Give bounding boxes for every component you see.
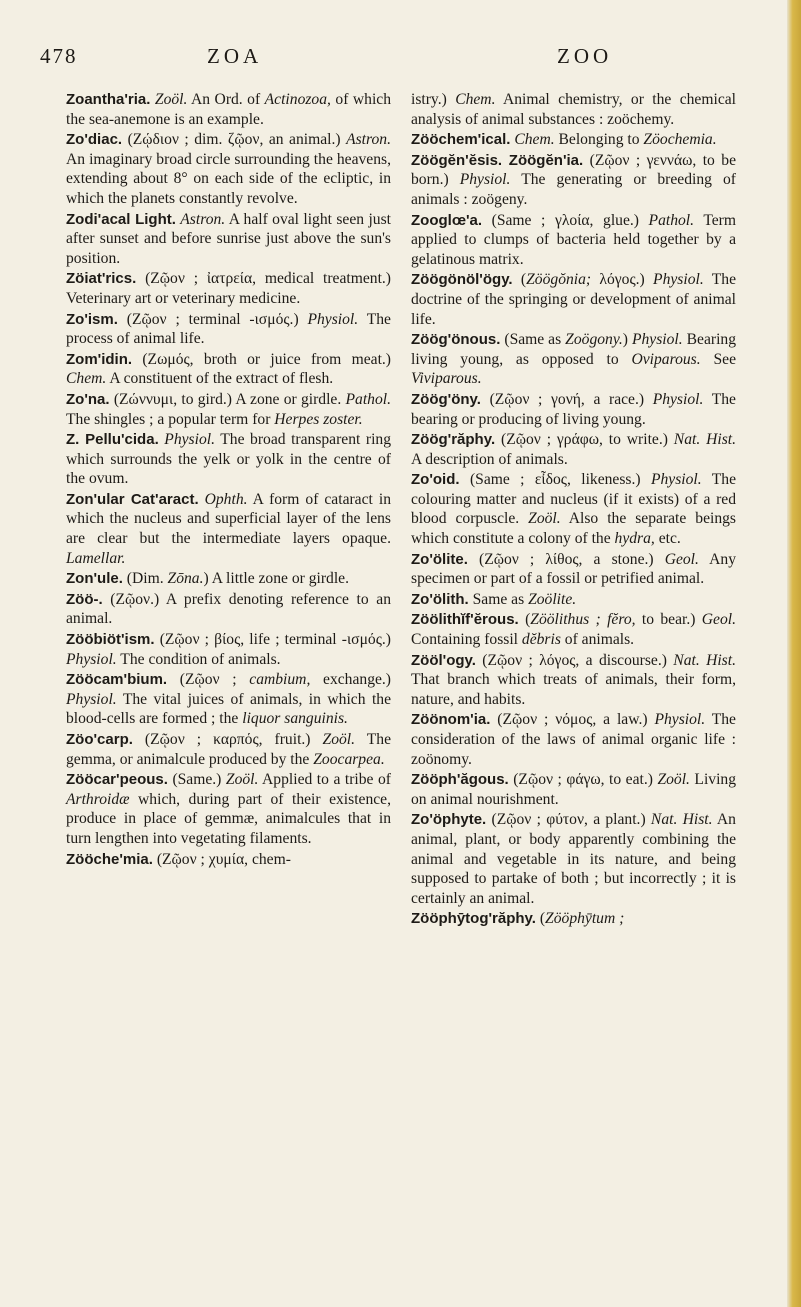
page-edge	[787, 0, 801, 1307]
entry-italic-text: Zoöl.	[154, 91, 188, 108]
entry-italic-text: Herpes zoster.	[274, 410, 363, 428]
entry-text: (Same.)	[167, 771, 226, 789]
dictionary-entry	[66, 590, 391, 629]
entry-text: A constituent of the extract of flesh.	[106, 370, 334, 388]
entry-italic-text: Chem.	[66, 370, 107, 388]
entry-italic-text: Physiol.	[459, 171, 511, 189]
entry-italic-text: cambium,	[249, 671, 311, 689]
entry-italic-text: Zoöl.	[322, 731, 356, 748]
entry-text: (	[535, 910, 546, 928]
entry-text: (Same ; γλοία, glue.)	[482, 211, 649, 229]
entry-text: (Dim.	[122, 570, 168, 588]
entry-text: The colouring matter and nucleus (if it exists) of a red blood corpuscle.	[411, 471, 736, 528]
dictionary-entry	[66, 770, 391, 848]
entry-text: Belonging to	[554, 131, 644, 149]
dictionary-entry	[66, 390, 391, 429]
entry-italic-text: Pathol.	[648, 211, 695, 229]
entry-headword: Zööbiöt'ism.	[66, 631, 155, 649]
dictionary-entry	[66, 730, 391, 769]
entry-text: (Ζῷον ; terminal -ισμός.)	[117, 310, 308, 328]
entry-italic-text: Astron.	[346, 131, 391, 149]
entry-headword: Zo'ölith.	[411, 590, 469, 608]
entry-headword: Zöo'carp.	[66, 731, 133, 748]
entry-italic-text: Physiol.	[652, 390, 704, 408]
entry-text: The condition of animals.	[116, 650, 281, 668]
dictionary-entry	[411, 470, 736, 548]
entry-headword: Zom'idin.	[66, 350, 133, 368]
dictionary-entry	[66, 430, 391, 489]
entry-text: (Ζῷον ; φύτον, a plant.)	[486, 811, 651, 829]
page-header	[40, 44, 770, 74]
dictionary-entry	[66, 130, 391, 208]
entry-italic-text: Physiol.	[653, 271, 704, 289]
entry-italic-text: Zoögony.	[565, 331, 623, 349]
dictionary-entry	[411, 130, 736, 150]
entry-headword: Zo'diac.	[66, 131, 123, 149]
entry-italic-text: Zoöl.	[657, 771, 690, 789]
entry-italic-text: Zöögŏnia;	[526, 271, 592, 289]
entry-headword: Zon'ule.	[66, 570, 123, 588]
entry-text: (Ζωμός, broth or juice from meat.)	[132, 350, 391, 368]
entry-text: (Ζῷον ; λόγος, a discourse.)	[475, 651, 674, 669]
entry-text: (Ζῷον ; γεννάω, to be born.)	[411, 151, 737, 189]
dictionary-entry	[411, 270, 736, 329]
entry-italic-text: Zōna.	[167, 570, 204, 588]
entry-text: (Ζῷον ; βίος, life ; terminal -ισμός.)	[154, 631, 391, 649]
entry-headword: Zööphȳtog'răphy.	[411, 910, 536, 928]
entry-headword: Zöö-.	[66, 590, 103, 608]
entry-headword: Zöög'önous.	[411, 331, 501, 349]
entry-italic-text: Physiol.	[307, 310, 359, 328]
dictionary-entry	[66, 269, 391, 308]
dictionary-entry	[411, 651, 736, 710]
entry-headword: Zodi'acal Light.	[66, 210, 176, 228]
dictionary-entry	[411, 330, 736, 389]
entry-headword: Zo'ism.	[66, 310, 118, 328]
entry-headword: Zööcam'bium.	[66, 671, 168, 689]
entry-italic-text: Physiol.	[164, 431, 215, 449]
entry-headword: Z. Pellu'cida.	[66, 431, 159, 449]
entry-text: (Ζῴδιον ; dim. ζῷον, an animal.)	[122, 131, 347, 149]
entry-headword: Zo'ölite.	[411, 550, 468, 568]
dictionary-entry	[66, 90, 391, 129]
entry-headword: Zo'na.	[66, 390, 110, 408]
dictionary-entry	[66, 670, 391, 729]
entry-italic-text: Zoölite.	[528, 590, 577, 608]
entry-italic-text: Chem.	[514, 131, 555, 149]
entry-italic-text: Zöölithus ; fĕro,	[530, 611, 636, 629]
entry-text: (Ζῷον ; λίθος, a stone.)	[467, 550, 665, 568]
entry-text: A description of animals.	[411, 450, 568, 468]
entry-text: Animal chemistry, or the chemical analysis of animal substances : zoöchemy.	[411, 91, 736, 128]
entry-text: The process of animal life.	[66, 310, 391, 348]
dictionary-entry	[66, 569, 391, 589]
entry-italic-text: Physiol.	[631, 331, 683, 349]
page-number: 478	[40, 44, 78, 68]
entry-text: etc.	[654, 530, 681, 548]
entry-text: (Ζῷον ; καρπός, fruit.)	[132, 731, 323, 748]
entry-headword: Zöögĕn'ĕsis. Zöögĕn'ia.	[411, 151, 584, 169]
dictionary-entry	[411, 430, 736, 469]
entry-italic-text: Lamellar.	[66, 549, 126, 567]
entry-italic-text: Zoocarpea.	[313, 750, 385, 768]
entry-headword: Zo'oid.	[411, 471, 460, 489]
entry-text: λόγος.)	[591, 271, 654, 289]
entry-headword: Zööche'mia.	[66, 850, 153, 868]
right-guide-word: ZOO	[557, 44, 613, 68]
entry-text: (Ζῷον ; ἰατρεία, medical treatment.) Veterinary art or veterinary medicine.	[66, 270, 391, 307]
entry-text: The generating or breeding of animals : zoögeny.	[411, 171, 736, 208]
entry-italic-text: Chem.	[455, 91, 496, 108]
dictionary-entry	[411, 810, 736, 908]
dictionary-entry	[66, 310, 391, 349]
entry-headword: Zööcar'peous.	[66, 771, 168, 789]
entry-text: See	[700, 350, 736, 368]
dictionary-entry	[411, 909, 736, 929]
dictionary-entry	[66, 210, 391, 269]
entry-text: Containing fossil	[411, 631, 522, 649]
entry-italic-text: Physiol.	[66, 650, 117, 668]
left-guide-word: ZOA	[207, 44, 263, 68]
entry-headword: Zöölithĭf'ĕrous.	[411, 611, 519, 629]
dictionary-entry	[411, 90, 736, 129]
entry-text: )	[622, 331, 632, 349]
entry-text: which, during part of their existence, produce in place of gemmæ, animalcules that in turn lengthen into vegetating filaments.	[66, 790, 391, 847]
entry-text: (Ζῷον ; γονή, a race.)	[480, 390, 653, 408]
dictionary-entry	[66, 490, 391, 568]
entry-italic-text: Geol.	[664, 550, 699, 568]
entry-headword: Zööph'ăgous.	[411, 771, 509, 789]
entry-italic-text: Zoöl.	[528, 510, 561, 528]
entry-text: (Ζῷον ; χυμία, chem-	[152, 850, 291, 868]
dictionary-entry	[411, 151, 736, 210]
entry-italic-text: Pathol.	[345, 390, 391, 408]
entry-text: An animal, plant, or body apparently combining the animal and vegetable in its nature, and being supposed to partake of both ; but incorrectly ; it is certainly an animal.	[411, 811, 736, 907]
entry-text: Also the separate beings which constitute a colony of the	[411, 510, 737, 548]
entry-text: A half oval light seen just after sunset and before sunrise just above the sun's position.	[66, 210, 391, 267]
entry-headword: Zo'öphyte.	[411, 811, 487, 829]
entry-text: ) A little zone or girdle.	[203, 570, 350, 588]
entry-text: (	[512, 271, 527, 289]
dictionary-entry	[411, 550, 736, 589]
entry-italic-text: Astron.	[180, 210, 226, 228]
entry-italic-text: Physiol.	[654, 711, 706, 729]
entry-text: Term applied to clumps of bacteria held together by a gelatinous matrix.	[411, 211, 736, 268]
entry-text: (Ζώννυμι, to gird.) A zone or girdle.	[109, 390, 346, 408]
entry-text: The consideration of the laws of animal organic life : zoönomy.	[411, 711, 736, 768]
entry-italic-text: Oviparous.	[631, 350, 701, 368]
entry-italic-text: liquor sanguinis.	[242, 710, 348, 728]
entry-text: The broad transparent ring which surrounds the yelk or yolk in the centre of the ovum.	[66, 431, 392, 488]
dictionary-entry	[411, 610, 736, 649]
entry-text: A form of cataract in which the nucleus and superficial layer of the lens are clear but the intermediate layers opaque.	[66, 490, 391, 548]
entry-italic-text: Nat. Hist.	[673, 651, 736, 669]
dictionary-entry	[66, 630, 391, 669]
entry-text: Living on animal nourishment.	[411, 771, 737, 808]
entry-headword: Zooglœ'a.	[411, 211, 483, 229]
entry-text: The doctrine of the springing or development of animal life.	[411, 271, 737, 328]
entry-text: (Ζῷον.) A prefix denoting reference to an animal.	[66, 590, 391, 628]
entry-headword: Zöög'öny.	[411, 390, 481, 408]
entry-text: istry.)	[411, 91, 456, 108]
entry-headword: Zon'ular Cat'aract.	[66, 490, 199, 508]
entry-text: The vital juices of animals, in which the blood-cells are formed ; the	[66, 690, 391, 728]
entry-text: The shingles ; a popular term for	[66, 410, 275, 428]
entry-italic-text: Physiol.	[650, 471, 702, 489]
entry-italic-text: Ophth.	[204, 490, 248, 508]
entry-italic-text: hydra,	[614, 530, 655, 548]
entry-italic-text: Zööphȳtum ;	[545, 910, 625, 928]
dictionary-entry	[411, 710, 736, 769]
entry-text: Applied to a tribe of	[258, 771, 391, 789]
entry-text: The bearing or producing of living young.	[411, 390, 736, 428]
entry-text: An imaginary broad circle surrounding the heavens, extending about 8° on each side of the ecliptic, in which the planets constantly revolve.	[66, 150, 391, 207]
entry-text: An Ord. of	[187, 91, 265, 108]
entry-text: Any specimen or part of a fossil or petrified animal.	[411, 550, 736, 588]
entry-headword: Zöög'răphy.	[411, 431, 496, 449]
entry-italic-text: Actinozoa,	[264, 91, 331, 108]
entry-text: (Ζῷον ; φάγω, to eat.)	[508, 771, 658, 789]
dictionary-entry	[411, 590, 736, 610]
entry-italic-text: Nat. Hist.	[650, 811, 713, 829]
entry-headword: Zoantha'ria.	[66, 91, 151, 108]
dictionary-entry	[411, 390, 736, 429]
dictionary-entry	[411, 770, 736, 809]
entry-italic-text: Zoöl.	[225, 771, 259, 789]
entry-text: of animals.	[560, 631, 635, 649]
entry-headword: Zöönom'ia.	[411, 711, 491, 729]
entry-text: of which the sea-anemone is an example.	[66, 91, 391, 128]
entry-text: (Ζῷον ;	[167, 671, 250, 689]
entry-text: exchange.)	[310, 671, 391, 689]
entry-text: (Ζῷον ; γράφω, to write.)	[495, 431, 674, 449]
entry-text: (Same as	[500, 331, 566, 349]
entry-italic-text: Zöochemia.	[643, 131, 717, 149]
dictionary-entry	[66, 850, 391, 870]
entry-text: Same as	[468, 590, 529, 608]
entry-text: That branch which treats of animals, their form, nature, and habits.	[411, 671, 736, 708]
entry-italic-text: Geol.	[701, 611, 737, 629]
dictionary-entry	[411, 211, 736, 270]
right-column	[411, 90, 736, 930]
entry-text: (	[518, 611, 531, 629]
entry-text: (Same ; εἶδος, likeness.)	[459, 471, 651, 489]
entry-headword: Zöögönöl'ögy.	[411, 271, 513, 289]
entry-text: Bearing living young, as opposed to	[411, 331, 737, 368]
dictionary-entry	[66, 350, 391, 389]
entry-italic-text: Arthroidæ	[66, 790, 130, 808]
entry-text: The gemma, or animalcule produced by the	[66, 731, 391, 768]
entry-headword: Zööchem'ical.	[411, 131, 511, 149]
entry-italic-text: Viviparous.	[411, 370, 482, 388]
entry-italic-text: dĕbris	[521, 631, 561, 649]
left-column	[66, 90, 391, 870]
entry-italic-text: Physiol.	[66, 690, 117, 708]
entry-italic-text: Nat. Hist.	[673, 431, 736, 449]
entry-headword: Zöiat'rics.	[66, 270, 137, 288]
entry-text: (Ζῷον ; νόμος, a law.)	[490, 711, 655, 729]
entry-text: to bear.)	[635, 611, 702, 629]
entry-headword: Zööl'ogy.	[411, 651, 476, 669]
